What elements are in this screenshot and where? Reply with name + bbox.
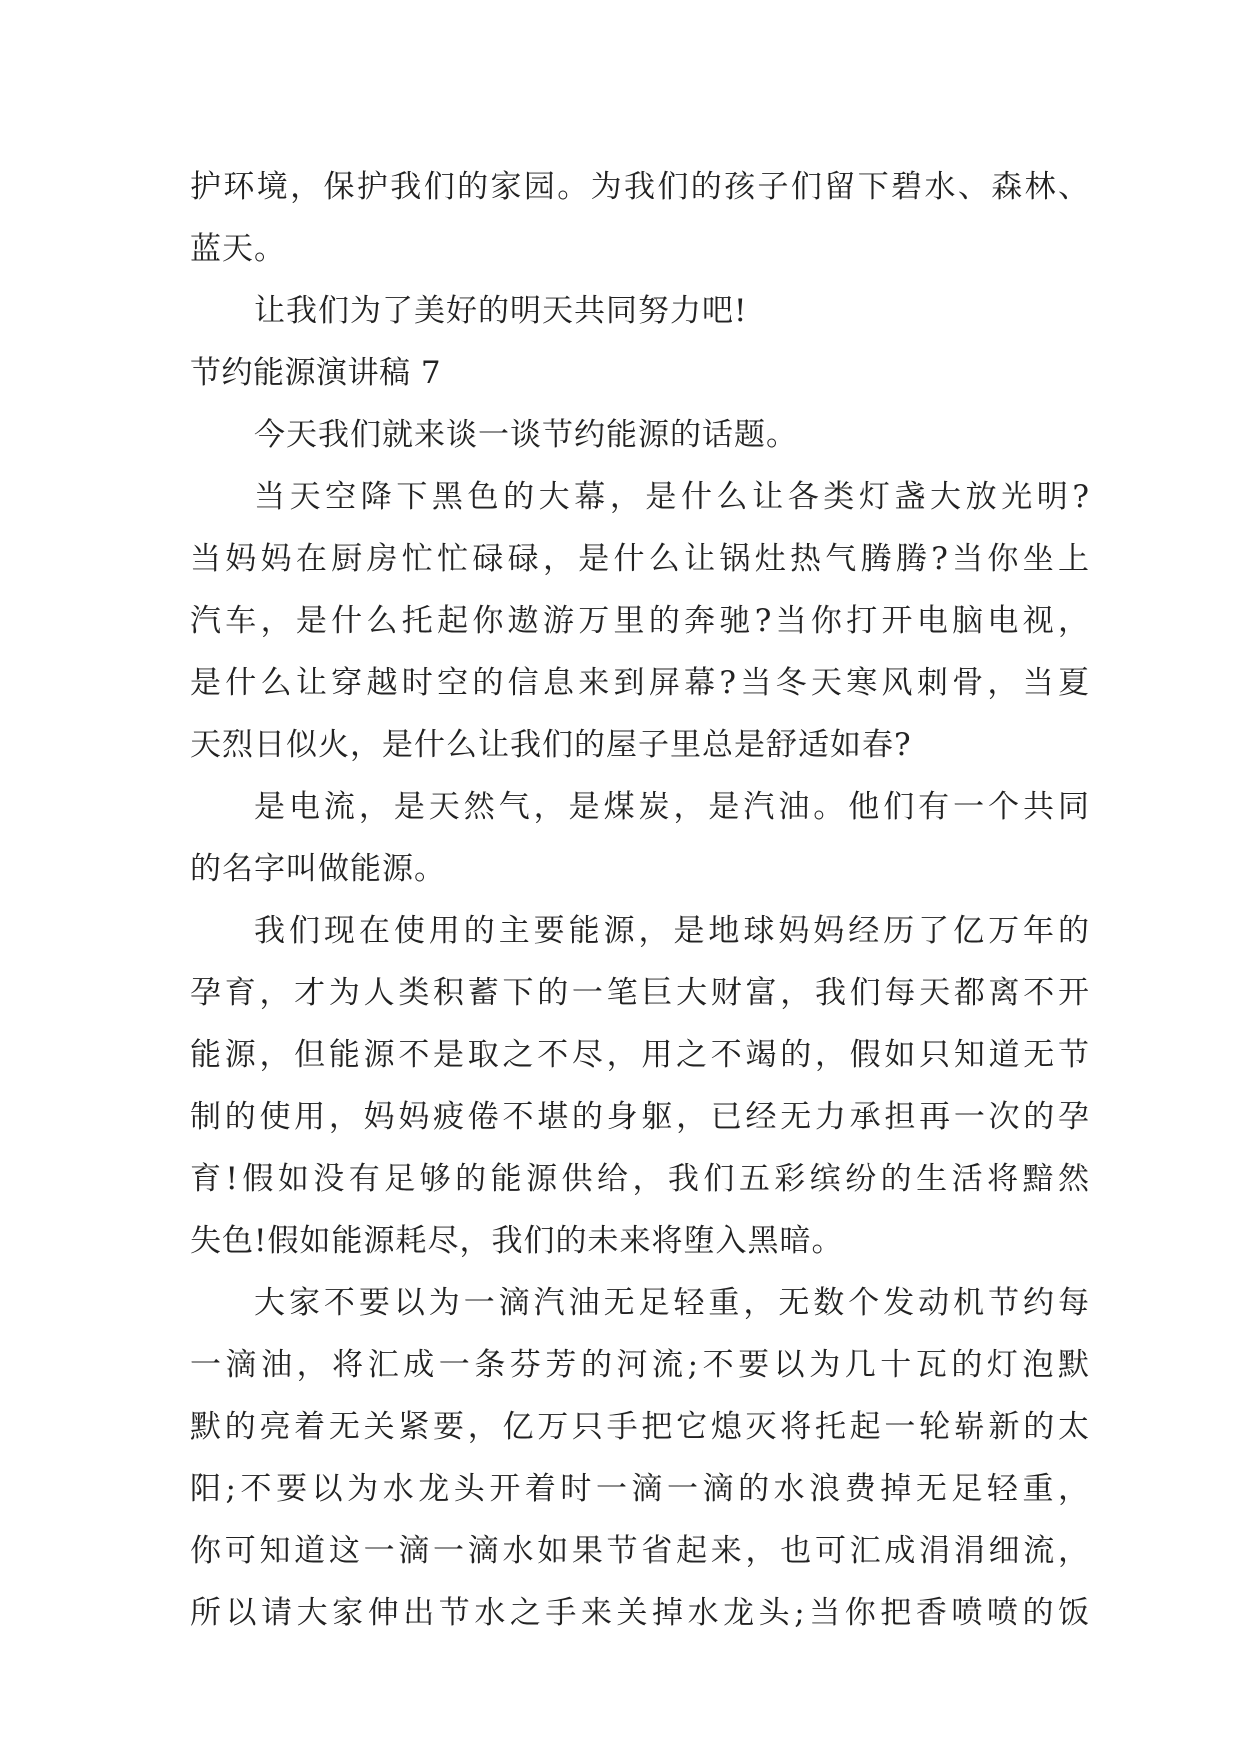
body-line: 孕育，才为人类积蓄下的一笔巨大财富，我们每天都离不开 [190, 975, 1090, 1011]
body-line: 当妈妈在厨房忙忙碌碌，是什么让锅灶热气腾腾?当你坐上 [190, 541, 1090, 577]
document-body [190, 156, 1090, 1644]
body-line: 所以请大家伸出节水之手来关掉水龙头;当你把香喷喷的饭 [190, 1595, 1090, 1631]
body-line: 制的使用，妈妈疲倦不堪的身躯，已经无力承担再一次的孕 [190, 1099, 1090, 1135]
body-line: 护环境，保护我们的家园。为我们的孩子们留下碧水、森林、 [190, 169, 1090, 205]
body-line: 的名字叫做能源。 [190, 851, 446, 887]
body-line: 天烈日似火，是什么让我们的屋子里总是舒适如春? [190, 727, 912, 763]
section-title: 节约能源演讲稿 7 [190, 355, 442, 391]
body-line: 默的亮着无关紧要，亿万只手把它熄灭将托起一轮崭新的太 [190, 1409, 1090, 1445]
body-line: 失色!假如能源耗尽，我们的未来将堕入黑暗。 [190, 1223, 844, 1259]
body-line: 蓝天。 [190, 231, 286, 267]
body-line: 一滴油，将汇成一条芬芳的河流;不要以为几十瓦的灯泡默 [190, 1347, 1090, 1383]
body-line: 育!假如没有足够的能源供给，我们五彩缤纷的生活将黯然 [190, 1161, 1090, 1197]
body-line: 当天空降下黑色的大幕，是什么让各类灯盏大放光明? [254, 479, 1090, 515]
body-line: 是电流，是天然气，是煤炭，是汽油。他们有一个共同 [254, 789, 1090, 825]
body-line: 阳;不要以为水龙头开着时一滴一滴的水浪费掉无足轻重， [190, 1471, 1090, 1507]
body-line: 让我们为了美好的明天共同努力吧! [254, 293, 748, 329]
body-line: 你可知道这一滴一滴水如果节省起来，也可汇成涓涓细流， [190, 1533, 1090, 1569]
body-line: 今天我们就来谈一谈节约能源的话题。 [254, 417, 798, 453]
body-line: 汽车，是什么托起你遨游万里的奔驰?当你打开电脑电视， [190, 603, 1090, 639]
body-line: 我们现在使用的主要能源，是地球妈妈经历了亿万年的 [254, 913, 1090, 949]
body-line: 能源，但能源不是取之不尽，用之不竭的，假如只知道无节 [190, 1037, 1090, 1073]
body-line: 大家不要以为一滴汽油无足轻重，无数个发动机节约每 [254, 1285, 1090, 1321]
body-line: 是什么让穿越时空的信息来到屏幕?当冬天寒风刺骨，当夏 [190, 665, 1090, 701]
